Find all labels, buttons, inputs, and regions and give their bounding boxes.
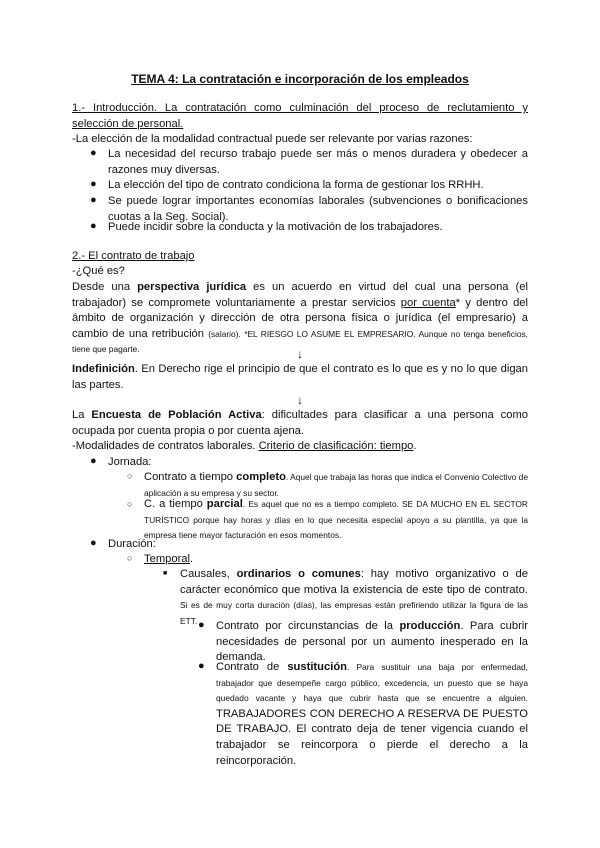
section1-heading: 1.- Introducción. La contratación como culminación del proceso de reclutamiento y selección de personal. <box>72 102 528 130</box>
down-arrow-icon: ↓ <box>297 347 303 361</box>
bullet-icon: ● <box>90 537 97 549</box>
down-arrow-icon: ↓ <box>297 393 303 407</box>
bullet-icon: ● <box>90 178 97 190</box>
definition-paragraph: Desde una perspectiva jurídica es un acuerdo en virtud del cual una persona (el trabajador) se compromete voluntariamente a prestar servicios por cuenta* y dentro del ámbito de organización y dirección de otra persona física o jurídica (el empresario) a cambio de una retribución (salario). *EL RIESGO LO ASUME EL EMPRESARIO. Aunque no tenga beneficios, tiene que pagarte. <box>72 281 529 355</box>
bullet-icon: ● <box>90 455 97 467</box>
circle-bullet-icon: ○ <box>127 553 133 563</box>
list-item: La elección del tipo de contrato condiciona la forma de gestionar los RRHH. <box>108 179 484 191</box>
bullet-icon: ● <box>198 660 205 672</box>
list-item: Puede incidir sobre la conducta y la motivación de los trabajadores. <box>108 221 443 233</box>
section1-intro: -La elección de la modalidad contractual puede ser relevante por varias razones: <box>72 133 473 145</box>
bullet-icon: ● <box>198 619 205 631</box>
bullet-icon: ● <box>90 220 97 232</box>
indefinicion-paragraph: Indefinición. En Derecho rige el principio de que el contrato es lo que es y no lo que digan las partes. <box>72 363 528 391</box>
list-item: La necesidad del recurso trabajo puede ser más o menos duradera y obedecer a razones muy diversas. <box>108 148 528 176</box>
jornada-label: Jornada: <box>108 456 152 468</box>
causales-item: Causales, ordinarios o comunes: hay motivo organizativo o de carácter económico que motiva la existencia de este tipo de contrato. Si es de muy corta duración (días), las empresas están prefiriendo utilizar la figura de las ETT. <box>180 568 528 626</box>
epa-paragraph: La Encuesta de Población Activa: dificultades para clasificar a una persona como ocupada por cuenta propia o por cuenta ajena. <box>72 409 529 437</box>
section2-question: -¿Qué es? <box>72 265 125 277</box>
sustitucion-item: Contrato de sustitución. Para sustituir una baja por enfermedad, trabajador que desempeñe cargo público, excedencia, un puesto que se haya quedado vacante y haya que cubrir hasta que se encuentre a alguien. TRABAJADORES CON DERECHO A RESERVA DE PUESTO DE TRABAJO. El contrato deja de tener vigencia cuando el trabajador se reincorpora o pierde el derecho a la reincorporación. <box>216 661 528 767</box>
parcial-item: C. a tiempo parcial. Es aquel que no es a tiempo completo. SE DA MUCHO EN EL SECTOR TURÍSTICO porque hay horas y días en lo que necesita especial apoyo a su plantilla, ya que la empresa tiene mayor facturación en esos momentos. <box>144 498 528 541</box>
temporal-label: Temporal. <box>144 553 194 565</box>
bullet-icon: ● <box>90 194 97 206</box>
completo-item: Contrato a tiempo completo. Aquel que trabaja las horas que indica el Convenio Colectivo de aplicación a su empresa y su sector. <box>144 471 528 498</box>
square-bullet-icon: ■ <box>163 570 168 577</box>
section2-heading: 2.- El contrato de trabajo <box>72 250 195 262</box>
produccion-item: Contrato por circunstancias de la producción. Para cubrir necesidades de personal por un aumento inesperado en la demanda. <box>216 620 528 664</box>
modalidades-line: -Modalidades de contratos laborales. Criterio de clasificación: tiempo. <box>72 440 417 452</box>
circle-bullet-icon: ○ <box>127 471 133 481</box>
bullet-icon: ● <box>90 147 97 159</box>
circle-bullet-icon: ○ <box>127 499 133 509</box>
page-title: TEMA 4: La contratación e incorporación de los empleados <box>131 72 469 86</box>
list-item: Se puede lograr importantes economías laborales (subvenciones o bonificaciones cuotas a la Seg. Social). <box>108 195 528 223</box>
duracion-label: Duración: <box>108 538 156 550</box>
